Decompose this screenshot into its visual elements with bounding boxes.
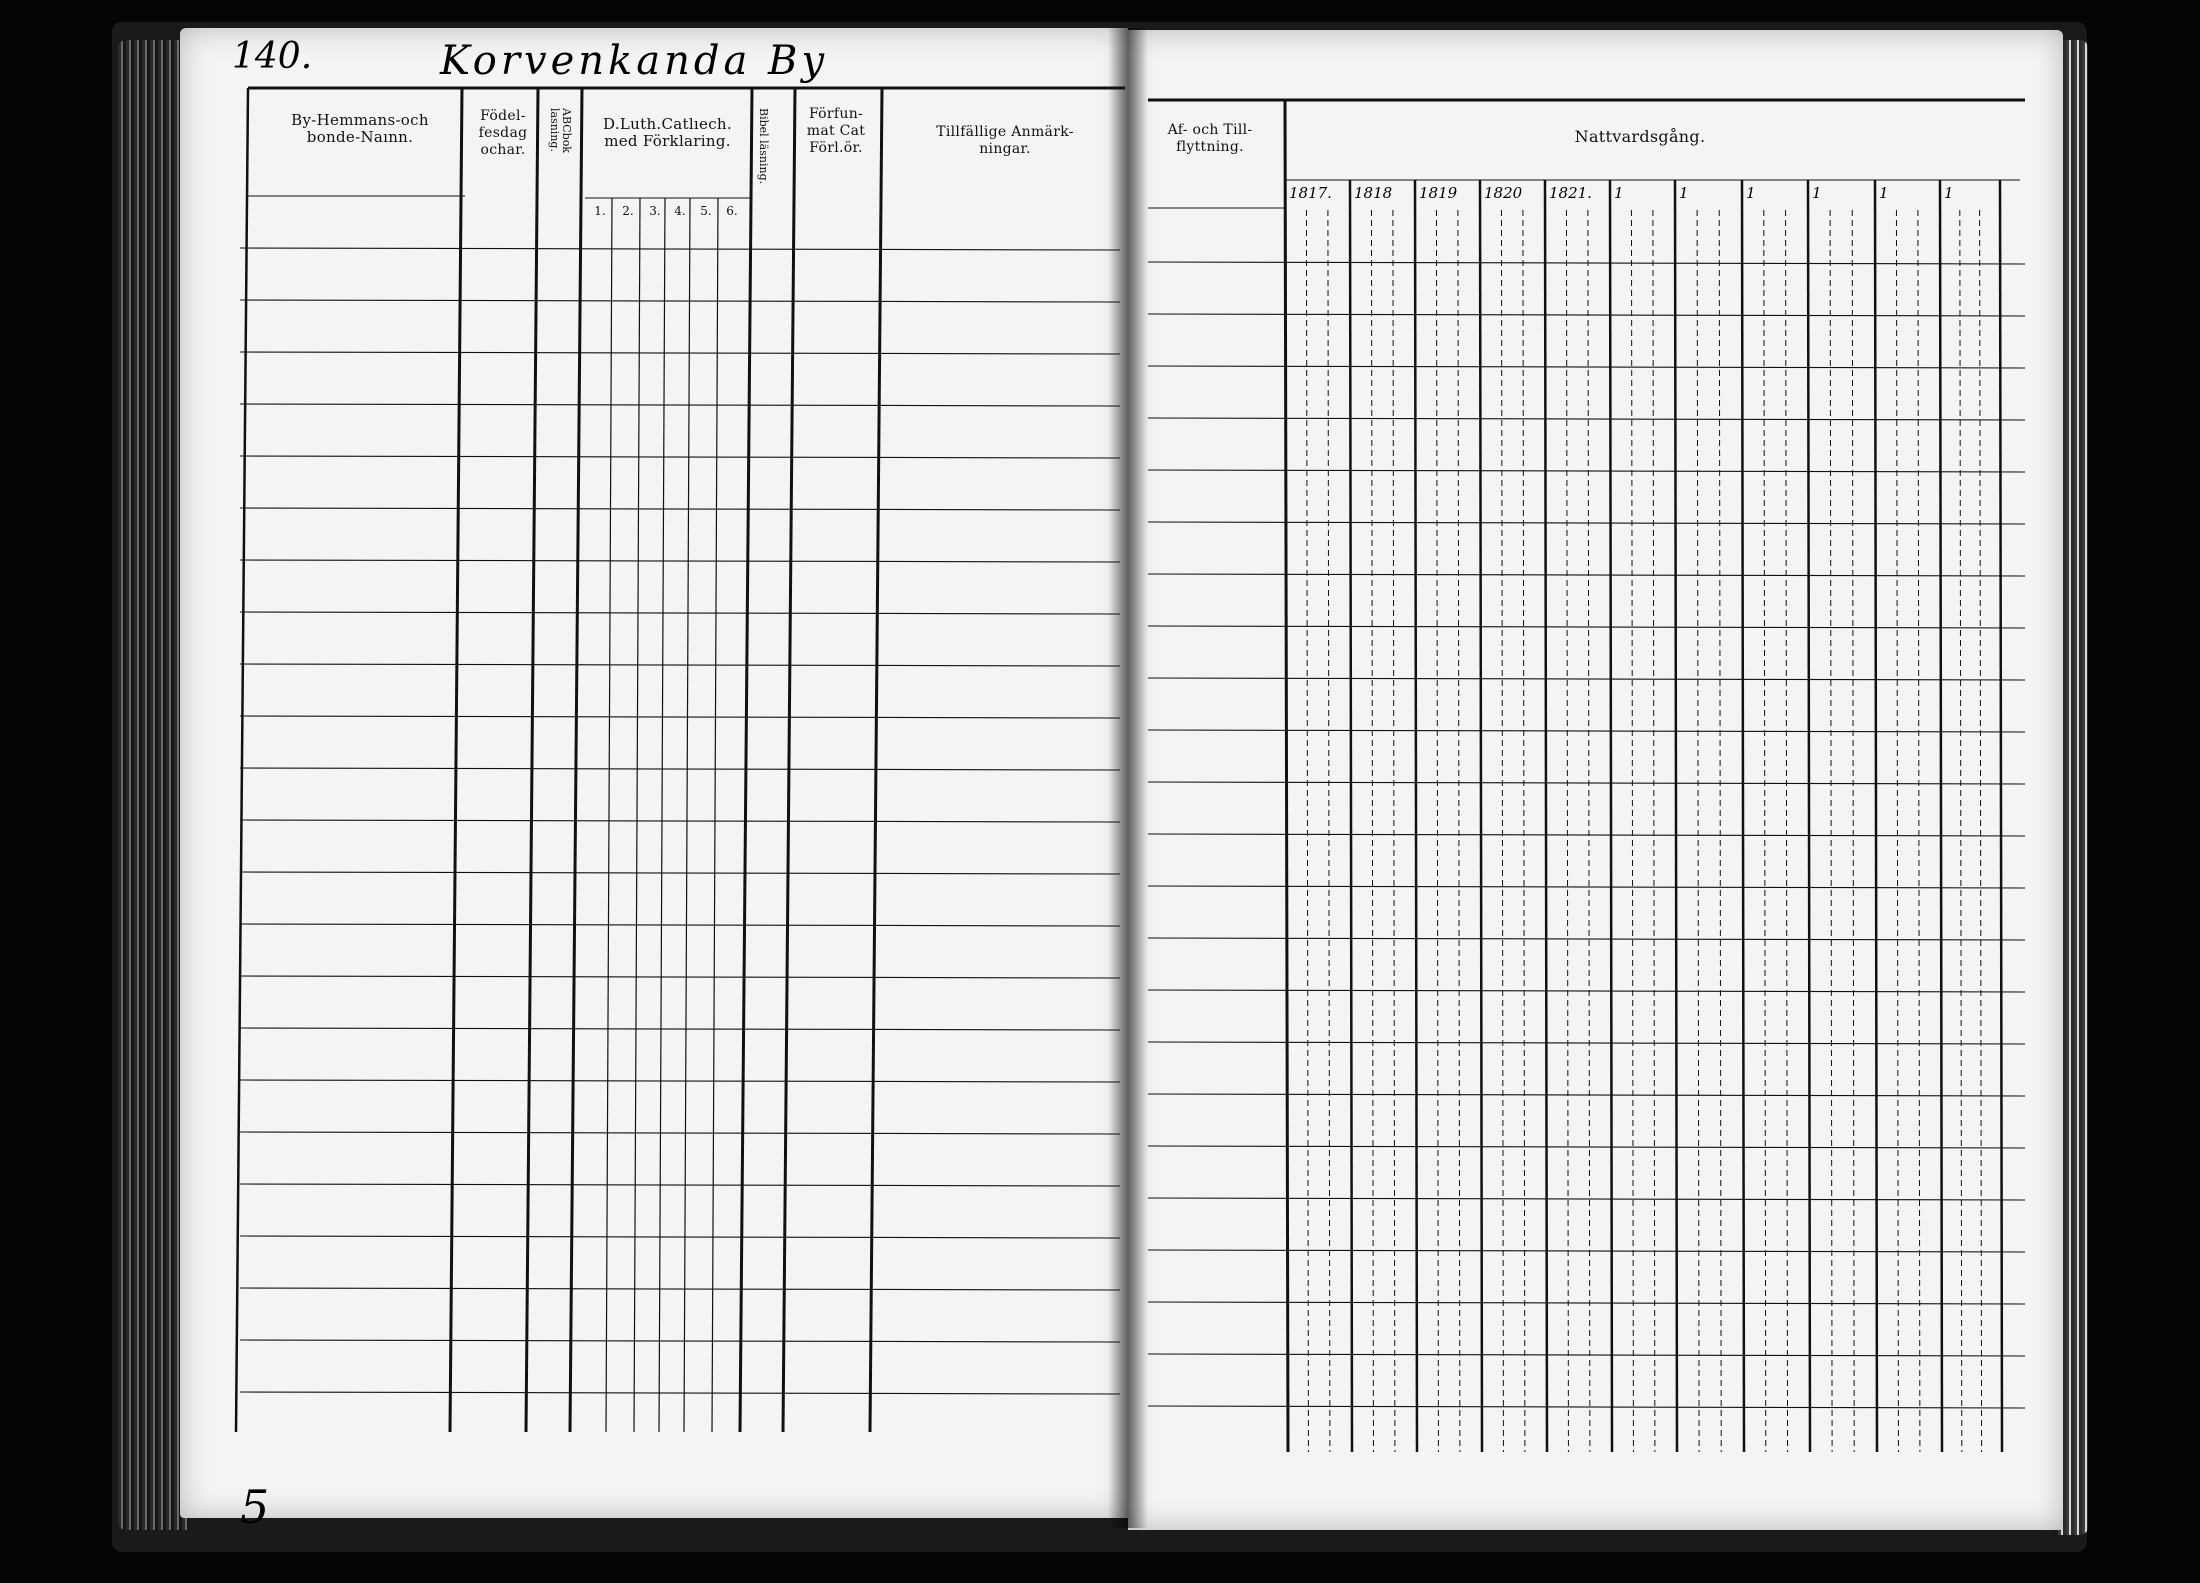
year-subcolumn-rule [1697,210,1699,1452]
right-row-rule [1148,314,2025,316]
left-row-rule [240,508,1120,510]
year-subcolumn-rule [1896,210,1898,1452]
right-row-rule [1148,574,2025,576]
left-row-rule [240,820,1120,822]
left-column-rule [236,88,248,1432]
right-row-rule [1148,1094,2025,1096]
year-subcolumn-rule [1566,210,1568,1452]
communion-year-label: 1820 [1484,184,1523,202]
communion-year-label: 1818 [1354,184,1393,202]
header-notes: Tillfällige Anmärk- ningar. [936,124,1074,157]
catechism-subcolumn-rule [606,198,612,1432]
left-row-rule [240,1132,1120,1134]
year-subcolumn-rule [1653,210,1655,1452]
header-moves: Af- och Till- flyttning. [1167,122,1253,155]
year-column-rule [1742,180,1744,1452]
right-row-rule [1148,366,2025,368]
year-column-rule [1545,180,1547,1452]
left-row-rule [240,872,1120,874]
header-bible: Bibel läsning. [757,108,770,185]
left-row-rule [240,768,1120,770]
left-column-rule [740,88,752,1432]
year-subcolumn-rule [1458,210,1460,1452]
left-row-rule [240,300,1120,302]
year-subcolumn-rule [1393,210,1395,1452]
left-row-rule [240,404,1120,406]
communion-year-label: 1 [1944,184,1954,202]
catechism-subcolumn-number: 5. [700,204,712,218]
bottom-mark: 5 [240,1480,270,1534]
communion-year-label: 1 [1812,184,1822,202]
header-understanding: Förfun- mat Cat Förl.ör. [806,106,866,156]
left-row-rule [240,716,1120,718]
left-column-rule [783,88,795,1432]
left-column-rule [870,88,882,1432]
village-title: Korvenkanda By [440,38,829,84]
year-subcolumn-rule [1852,210,1854,1452]
left-row-rule [240,1028,1120,1030]
left-row-rule [240,924,1120,926]
left-row-rule [240,1184,1120,1186]
header-communion: Nattvardsgång. [1574,127,1706,146]
right-row-rule [1148,1250,2025,1252]
right-row-rule [1148,1302,2025,1304]
left-row-rule [240,1080,1120,1082]
moves-column-rule [1285,100,1288,1452]
right-row-rule [1148,470,2025,472]
right-row-rule [1148,626,2025,628]
year-column-rule [1610,180,1612,1452]
year-subcolumn-rule [1786,210,1788,1452]
left-row-rule [240,248,1120,250]
left-column-rule [450,88,462,1432]
year-column-rule [1350,180,1352,1452]
year-column-rule [1415,180,1417,1452]
catechism-subcolumn-number: 1. [594,204,606,218]
year-column-rule [1808,180,1810,1452]
left-row-rule [240,560,1120,562]
year-subcolumn-rule [1501,210,1503,1452]
catechism-subcolumn-number: 3. [649,204,661,218]
right-row-rule [1148,938,2025,940]
right-row-rule [1148,1354,2025,1356]
year-subcolumn-rule [1830,210,1832,1452]
year-column-rule [1940,180,1942,1452]
header-birth: Födel- fesdag ochar. [478,108,528,158]
year-column-rule [1875,180,1877,1452]
left-column-rule [570,88,582,1432]
year-column-rule [1480,180,1482,1452]
communion-year-label: 1821. [1549,184,1592,202]
header-abc: ABCbok lasning. [548,108,573,153]
right-row-rule [1148,678,2025,680]
left-row-rule [240,612,1120,614]
left-row-rule [240,976,1120,978]
communion-year-label: 1 [1614,184,1624,202]
communion-year-label: 1 [1679,184,1689,202]
year-subcolumn-rule [1631,210,1633,1452]
year-column-rule [1675,180,1677,1452]
right-row-rule [1148,1406,2025,1408]
right-row-rule [1148,886,2025,888]
year-subcolumn-rule [1328,210,1330,1452]
right-row-rule [1148,990,2025,992]
left-row-rule [240,1288,1120,1290]
page-number: 140. [232,36,313,77]
year-subcolumn-rule [1523,210,1525,1452]
year-subcolumn-rule [1371,210,1373,1452]
left-column-rule [526,88,538,1432]
right-row-rule [1148,1198,2025,1200]
communion-year-label: 1817. [1289,184,1332,202]
catechism-subcolumn-number: 2. [622,204,634,218]
header-names: By-Hemmans-och bonde-Naınn. [291,111,429,146]
catechism-subcolumn-rule [712,198,718,1432]
communion-year-label: 1 [1879,184,1889,202]
header-catechism: D.Luth.Catlıech. med Förklaring. [603,115,732,150]
year-subcolumn-rule [1764,210,1766,1452]
right-row-rule [1148,1042,2025,1044]
catechism-subcolumn-number: 4. [674,204,686,218]
left-row-rule [240,456,1120,458]
right-row-rule [1148,1146,2025,1148]
right-row-rule [1148,834,2025,836]
year-subcolumn-rule [1918,210,1920,1452]
left-row-rule [240,664,1120,666]
right-row-rule [1148,782,2025,784]
year-subcolumn-rule [1306,210,1308,1452]
right-row-rule [1148,522,2025,524]
right-row-rule [1148,262,2025,264]
catechism-subcolumn-rule [634,198,640,1432]
catechism-subcolumn-rule [659,198,665,1432]
year-subcolumn-rule [1588,210,1590,1452]
communion-year-label: 1 [1746,184,1756,202]
catechism-subcolumn-number: 6. [726,204,738,218]
year-subcolumn-rule [1436,210,1438,1452]
year-subcolumn-rule [1980,210,1982,1452]
catechism-subcolumn-rule [684,198,690,1432]
year-column-rule [2000,180,2002,1452]
left-row-rule [240,1392,1120,1394]
communion-year-label: 1819 [1419,184,1458,202]
left-row-rule [240,1340,1120,1342]
left-row-rule [240,1236,1120,1238]
right-row-rule [1148,730,2025,732]
right-row-rule [1148,418,2025,420]
year-subcolumn-rule [1719,210,1721,1452]
year-subcolumn-rule [1960,210,1962,1452]
left-row-rule [240,352,1120,354]
